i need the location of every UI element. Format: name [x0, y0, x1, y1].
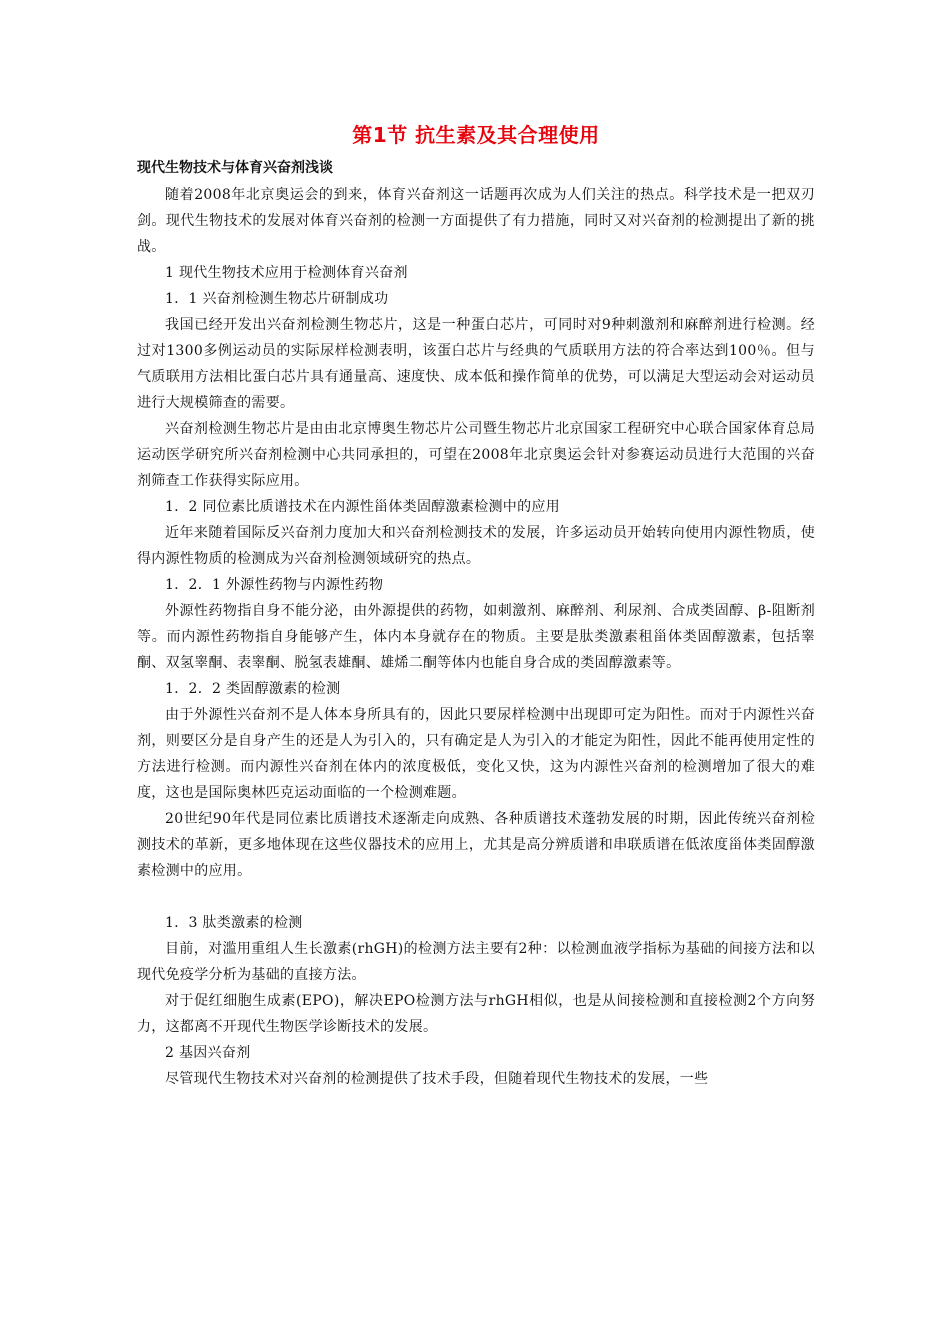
section-heading-1-3: 1．3 肽类激素的检测 — [165, 915, 303, 931]
paragraph-biochip-development: 兴奋剂检测生物芯片是由由北京博奥生物芯片公司暨生物芯片北京国家工程研究中心联合国家体育总局运动医学研究所兴奋剂检测中心共同承担的，可望在2008年北京奥运会针对参赛运动员进行大范围的兴奋剂筛查工作获得实际应用。 — [137, 421, 815, 489]
section-heading-1-2-2: 1．2．2 类固醇激素的检测 — [165, 681, 341, 697]
section-heading-1-1: 1．1 兴奋剂检测生物芯片研制成功 — [165, 291, 389, 307]
document-title: 第1节 抗生素及其合理使用 — [352, 123, 600, 147]
section-heading-2: 2 基因兴奋剂 — [165, 1045, 251, 1061]
paragraph-intro: 随着2008年北京奥运会的到来，体育兴奋剂这一话题再次成为人们关注的热点。科学技术是一把双刃剑。现代生物技术的发展对体育兴奋剂的检测一方面提供了有力措施，同时又对兴奋剂的检测提出了新的挑战。 — [137, 187, 815, 255]
paragraph-drug-types: 外源性药物指自身不能分泌，由外源提供的药物，如刺激剂、麻醉剂、利尿剂、合成类固醇、β-阻断剂等。而内源性药物指自身能够产生，体内本身就存在的物质。主要是肽类激素租甾体类固醇激素，包括睾酮、双氢睾酮、表睾酮、脱氢表雄酮、雄烯二酮等体内也能自身合成的类固醇激素等。 — [137, 603, 815, 671]
article-subtitle: 现代生物技术与体育兴奋剂浅谈 — [137, 160, 333, 176]
paragraph-gene-doping: 尽管现代生物技术对兴奋剂的检测提供了技术手段，但随着现代生物技术的发展，一些 — [165, 1071, 709, 1087]
blank-line — [137, 884, 815, 910]
paragraph-biochip: 我国已经开发出兴奋剂检测生物芯片，这是一种蛋白芯片，可同时对9种刺激剂和麻醉剂进行检测。经过对1300多例运动员的实际尿样检测表明，该蛋白芯片与经典的气质联用方法的符合率达到100％。但与气质联用方法相比蛋白芯片具有通量高、速度快、成本低和操作简单的优势，可以满足大型运动会对运动员进行大规模筛查的需要。 — [137, 317, 815, 411]
section-heading-1-2: 1．2 同位素比质谱技术在内源性甾体类固醇激素检测中的应用 — [165, 499, 560, 515]
paragraph-epo: 对于促红细胞生成素(EPO)，解决EPO检测方法与rhGH相似，也是从间接检测和直接检测2个方向努力，这都离不开现代生物医学诊断技术的发展。 — [137, 993, 815, 1035]
document-page — [137, 118, 815, 1092]
section-heading-1: 1 现代生物技术应用于检测体育兴奋剂 — [165, 265, 408, 281]
paragraph-rhgh: 目前，对滥用重组人生长激素(rhGH)的检测方法主要有2种：以检测血液学指标为基础的间接方法和以现代免疫学分析为基础的直接方法。 — [137, 941, 815, 983]
paragraph-steroid-detection: 由于外源性兴奋剂不是人体本身所具有的，因此只要尿样检测中出现即可定为阳性。而对于内源性兴奋剂，则要区分是自身产生的还是人为引入的，只有确定是人为引入的才能定为阳性，因此不能再使用定性的方法进行检测。而内源性兴奋剂在体内的浓度极低，变化又快，这为内源性兴奋剂的检测增加了很大的难度，这也是国际奥林匹克运动面临的一个检测难题。 — [137, 707, 815, 801]
paragraph-mass-spectrometry: 20世纪90年代是同位素比质谱技术逐渐走向成熟、各种质谱技术蓬勃发展的时期，因此传统兴奋剂检测技术的革新，更多地体现在这些仪器技术的应用上，尤其是高分辨质谱和串联质谱在低浓度甾体类固醇激素检测中的应用。 — [137, 811, 815, 879]
section-heading-1-2-1: 1．2．1 外源性药物与内源性药物 — [165, 577, 384, 593]
paragraph-endogenous-intro: 近年来随着国际反兴奋剂力度加大和兴奋剂检测技术的发展，许多运动员开始转向使用内源性物质，使得内源性物质的检测成为兴奋剂检测领域研究的热点。 — [137, 525, 815, 567]
